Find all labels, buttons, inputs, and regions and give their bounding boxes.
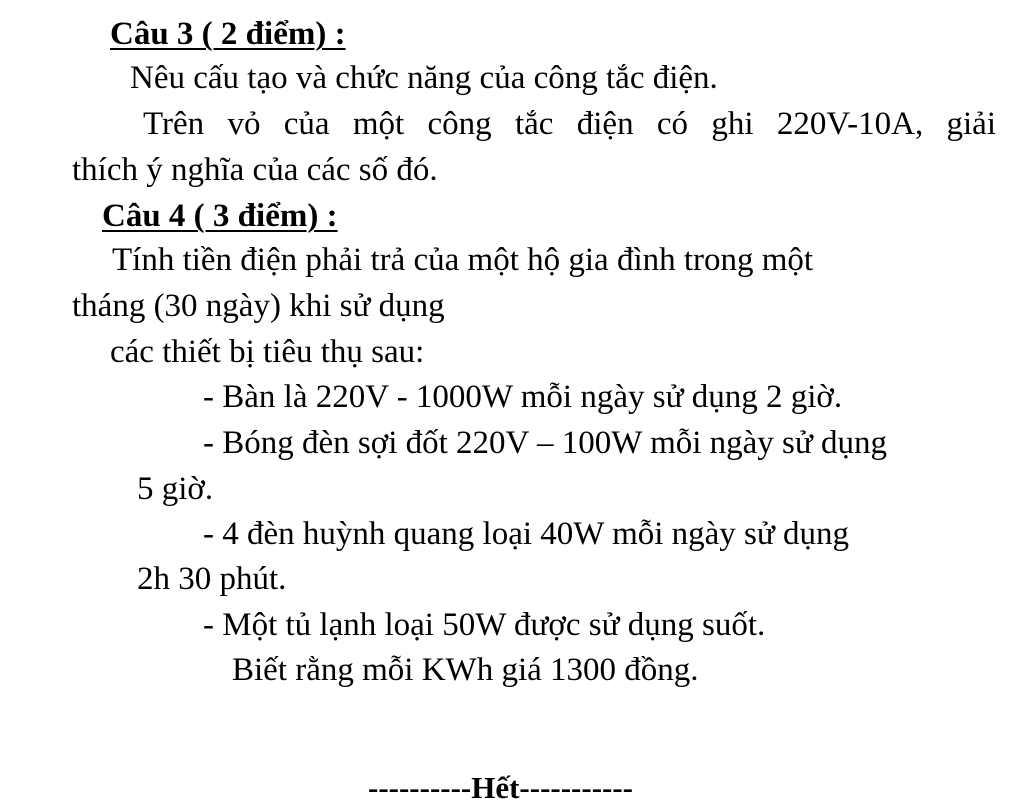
question-4-line-3: các thiết bị tiêu thụ sau: xyxy=(110,334,425,370)
device-item-4: - Một tủ lạnh loại 50W được sử dụng suốt. xyxy=(203,607,766,643)
device-item-2-line-1: - Bóng đèn sợi đốt 220V – 100W mỗi ngày sử dụng xyxy=(203,425,888,461)
price-note: Biết rằng mỗi KWh giá 1300 đồng. xyxy=(232,652,699,688)
question-4-heading: Câu 4 ( 3 điểm) : xyxy=(102,198,338,234)
question-3-heading: Câu 3 ( 2 điểm) : xyxy=(110,16,346,52)
device-item-1: - Bàn là 220V - 1000W mỗi ngày sử dụng 2 giờ. xyxy=(203,379,843,415)
device-item-3-line-2: 2h 30 phút. xyxy=(137,561,287,597)
device-item-3-line-1: - 4 đèn huỳnh quang loại 40W mỗi ngày sử dụng xyxy=(203,516,850,552)
question-3-line-1: Nêu cấu tạo và chức năng của công tắc điện. xyxy=(130,60,718,96)
device-item-2-line-2: 5 giờ. xyxy=(137,471,214,507)
end-of-exam-marker: ----------Hết----------- xyxy=(368,770,633,805)
question-4-line-1: Tính tiền điện phải trả của một hộ gia đình trong một xyxy=(112,242,814,278)
question-3-line-2: Trên vỏ của một công tắc điện có ghi 220V-10A, giải xyxy=(143,106,996,142)
question-4-line-2: tháng (30 ngày) khi sử dụng xyxy=(72,288,445,324)
question-3-line-3: thích ý nghĩa của các số đó. xyxy=(72,152,438,188)
